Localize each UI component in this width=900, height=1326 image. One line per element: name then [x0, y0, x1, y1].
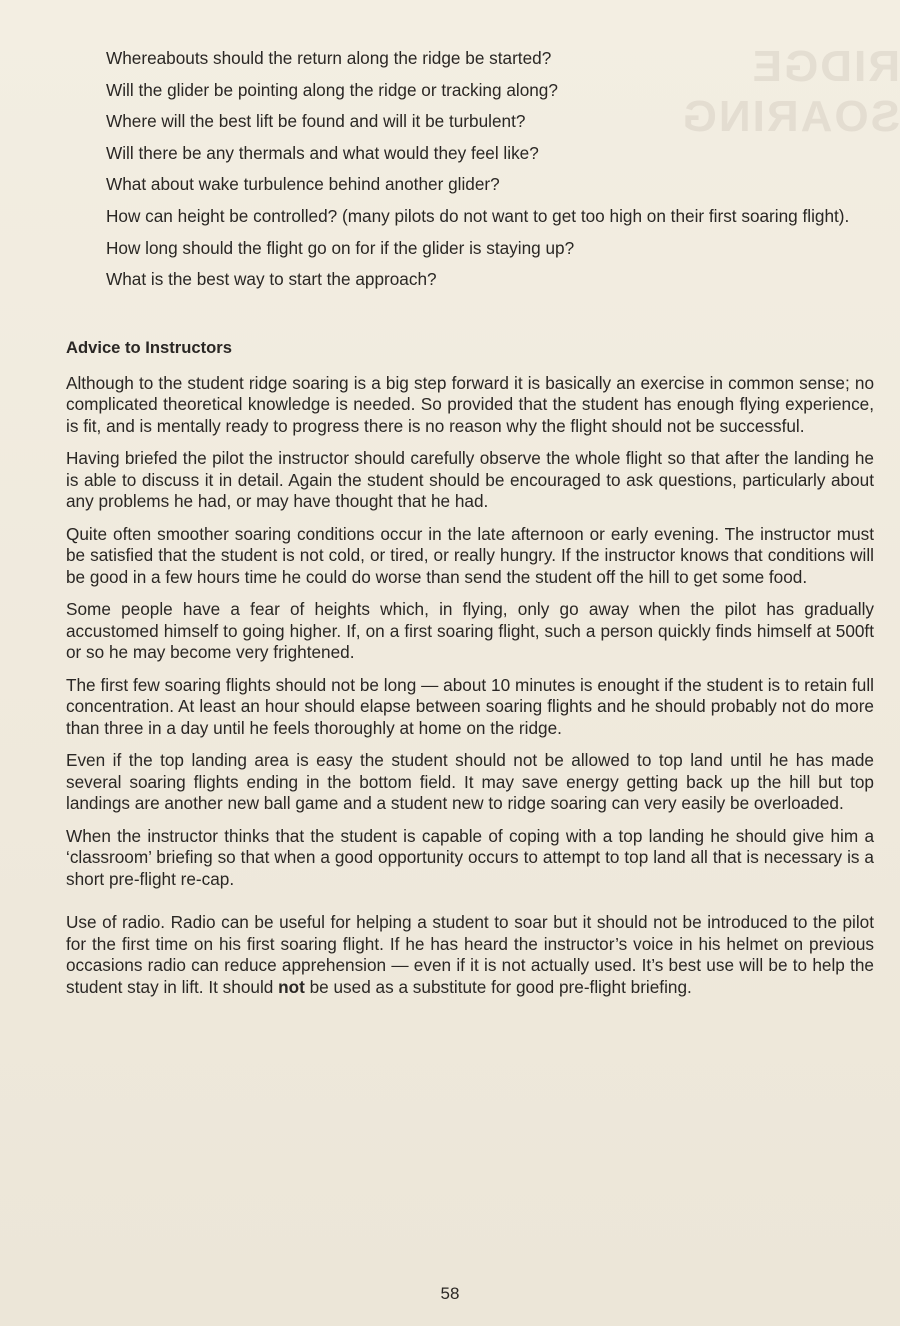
question-item: Whereabouts should the return along the ridge be started?: [106, 48, 552, 68]
advice-section: [66, 337, 874, 1009]
radio-paragraph: [66, 912, 874, 998]
paragraph: Even if the top landing area is easy the student should not be allowed to top land until he has made several soaring flights ending in the bottom field. It may save energy getting back up the hill but top landings are another new ball game and a student new to ridge soaring can very easily be overloaded.: [66, 750, 874, 813]
question-item: Will there be any thermals and what would they feel like?: [106, 142, 539, 163]
show-through-heading: RIDGE SOARING: [680, 42, 900, 141]
radio-text: Radio can be useful for helping a student to soar but it should not be introduced to the pilot for the first time on his first soaring flight. If he has heard the instructor’s voice in his helmet on previous occasions radio can reduce apprehension — even if it is not actually used. It’s best use will be to help the student stay in lift. It should: [66, 912, 874, 997]
section-heading: Advice to Instructors: [66, 338, 232, 357]
radio-label: Use of radio.: [66, 912, 166, 932]
paragraph: When the instructor thinks that the student is capable of coping with a top landing he should give him a ‘classroom’ briefing so that when a good opportunity occurs to attempt to top land all that is necessary is a short pre-flight re-cap.: [66, 825, 874, 889]
paragraph: Some people have a fear of heights which, in flying, only go away when the pilot has gradually accustomed himself to going higher. If, on a first soaring flight, such a person quickly finds himself at 500ft or so he may become very frightened.: [66, 599, 874, 662]
question-item: Will the glider be pointing along the ridge or tracking along?: [106, 79, 558, 100]
question-item: How long should the flight go on for if the glider is staying up?: [106, 237, 575, 258]
page-number: 58: [440, 1284, 460, 1303]
paragraph: Quite often smoother soaring conditions occur in the late afternoon or early evening. The instructor must be satisfied that the student is not cold, or tired, or really hungry. If the instructor knows that conditions will be good in a few hours time he could do worse than send the student off the hill to get some food.: [66, 523, 874, 587]
question-item: Where will the best lift be found and will it be turbulent?: [106, 111, 526, 131]
paragraph: The first few soaring flights should not be long — about 10 minutes is enought if the student is to retain full concentration. At least an hour should elapse between soaring flights and he should probably not do more than three in a day until he feels thoroughly at home on the ridge.: [66, 674, 874, 738]
question-item: How can height be controlled? (many pilots do not want to get too high on their first soaring flight).: [106, 205, 850, 226]
radio-text-end: be used as a substitute for good pre-flight briefing.: [304, 976, 692, 997]
paragraph: Although to the student ridge soaring is a big step forward it is basically an exercise in common sense; no complicated theoretical knowledge is needed. So provided that the student has enough flying experience, is fit, and is mentally ready to progress there is no reason why the flight should not be successful.: [66, 372, 874, 436]
question-item: What is the best way to start the approach?: [106, 269, 437, 289]
paragraph: Having briefed the pilot the instructor should carefully observe the whole flight so that after the landing he is able to discuss it in detail. Again the student should be encouraged to ask questions, particularly about any problems he had, or may have thought that he had.: [66, 448, 874, 511]
briefing-questions-list: [106, 48, 881, 301]
radio-emphasis: not: [278, 976, 305, 997]
question-item: What about wake turbulence behind another glider?: [106, 174, 500, 194]
